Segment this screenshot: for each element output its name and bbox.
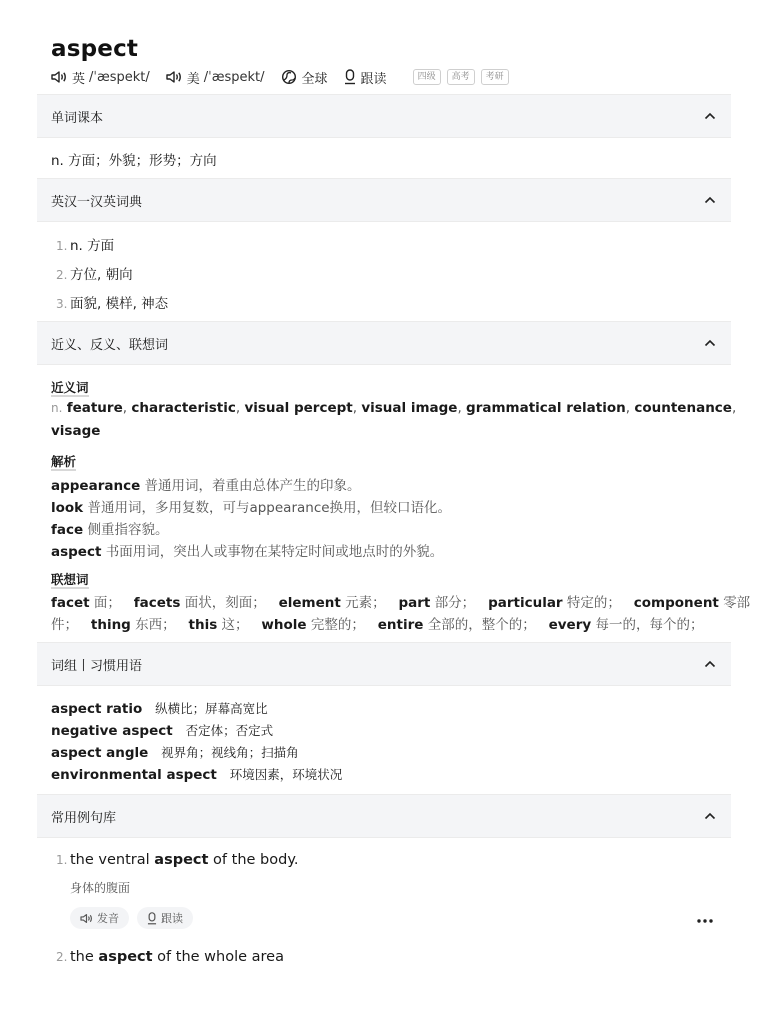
synonym-line-1: n. feature, characteristic, visual percept, visual image, grammatical relation, countenance,: [51, 400, 737, 416]
textbook-definition: n. 方面；外貌；形势；方向: [51, 153, 217, 169]
synonym-word[interactable]: grammatical relation: [466, 400, 626, 416]
pos-label: n.: [51, 401, 63, 415]
item-number: 3.: [56, 297, 68, 311]
assoc-desc: 件；: [51, 617, 78, 633]
level-tags: [413, 69, 515, 85]
synonym-word[interactable]: countenance: [634, 400, 732, 416]
synonym-word[interactable]: feature: [66, 400, 123, 416]
example-text: the: [70, 949, 99, 965]
chevron-up-icon: [703, 336, 717, 350]
section-header-textbook[interactable]: [37, 94, 731, 138]
speaker-icon: [80, 913, 93, 924]
item-number: 1.: [56, 853, 68, 867]
global-pronounce-button[interactable]: [281, 68, 328, 87]
more-options-icon[interactable]: [695, 914, 715, 928]
synonym-word[interactable]: characteristic: [131, 400, 236, 416]
item-text: 面貌, 模样, 神态: [70, 296, 169, 312]
section-title: 英汉一汉英词典: [51, 194, 143, 210]
analysis-word[interactable]: face: [51, 522, 84, 538]
synonym-word[interactable]: visage: [51, 423, 101, 439]
item-number: 2.: [56, 268, 68, 282]
assoc-desc: 特定的；: [566, 595, 621, 611]
example-sentence-2: [56, 949, 284, 965]
section-title: 词组丨习惯用语: [51, 658, 143, 674]
level-tag: 四级: [413, 69, 441, 85]
example-keyword: aspect: [154, 852, 209, 868]
speaker-icon: [51, 70, 67, 84]
analysis-label-wrap: [51, 451, 76, 470]
assoc-word[interactable]: every: [548, 617, 592, 633]
assoc-desc: 面状，刻面；: [184, 595, 266, 611]
section-title: 近义、反义、联想词: [51, 337, 169, 353]
analysis-desc: 普通用词，着重由总体产生的印象。: [144, 478, 361, 494]
chevron-up-icon: [703, 809, 717, 823]
phrase-row: [51, 721, 273, 739]
example-sentence-1: [56, 852, 298, 868]
chevron-up-icon: [703, 657, 717, 671]
assoc-word[interactable]: component: [633, 595, 719, 611]
level-tag: 考研: [481, 69, 509, 85]
follow-label: 跟读: [360, 71, 387, 87]
phrase-text[interactable]: environmental aspect: [51, 767, 217, 783]
assoc-word[interactable]: entire: [377, 617, 424, 633]
synonym-label: 近义词: [51, 380, 89, 395]
globe-icon: [281, 69, 297, 85]
analysis-row: [51, 474, 361, 494]
analysis-label: 解析: [51, 454, 77, 469]
phrase-text[interactable]: aspect ratio: [51, 701, 143, 717]
assoc-word[interactable]: thing: [90, 617, 131, 633]
phrase-meaning: 视界角；视线角；扫描角: [161, 745, 299, 760]
assoc-word[interactable]: element: [278, 595, 341, 611]
list-item: [56, 292, 168, 312]
example-text: of the body.: [208, 852, 299, 868]
speak-label: 发音: [97, 912, 119, 925]
assoc-label: 联想词: [51, 572, 89, 587]
speak-button[interactable]: [70, 907, 129, 929]
phrase-text[interactable]: negative aspect: [51, 723, 173, 739]
assoc-desc: 部分；: [434, 595, 476, 611]
item-text: n. 方面: [70, 238, 115, 254]
phrase-meaning: 否定体；否定式: [185, 723, 274, 738]
assoc-desc: 完整的；: [310, 617, 365, 633]
microphone-icon: [147, 912, 157, 925]
assoc-desc: 每一的，每个的；: [595, 617, 704, 633]
assoc-desc: 东西；: [135, 617, 176, 633]
item-text: 方位, 朝向: [70, 267, 133, 283]
list-item: [56, 263, 133, 283]
assoc-word[interactable]: particular: [488, 595, 563, 611]
example-keyword: aspect: [98, 949, 153, 965]
assoc-desc: 全部的，整个的；: [427, 617, 536, 633]
list-item: [56, 234, 114, 254]
assoc-word[interactable]: this: [188, 617, 218, 633]
item-number: 1.: [56, 239, 68, 253]
analysis-desc: 侧重指容貌。: [87, 522, 169, 538]
global-label: 全球: [301, 71, 328, 87]
analysis-word[interactable]: look: [51, 500, 84, 516]
assoc-desc: 这；: [221, 617, 249, 633]
section-header-examples[interactable]: [37, 794, 731, 838]
us-label: 美: [186, 71, 200, 87]
phrase-row: [51, 699, 268, 717]
item-number: 2.: [56, 950, 68, 964]
section-title: 常用例句库: [51, 810, 117, 826]
follow-label: 跟读: [161, 912, 183, 925]
analysis-word[interactable]: appearance: [51, 478, 141, 494]
phrase-text[interactable]: aspect angle: [51, 745, 149, 761]
uk-label: 英: [72, 71, 86, 87]
chevron-up-icon: [703, 193, 717, 207]
word-title: aspect: [51, 36, 139, 62]
section-header-synonyms[interactable]: [37, 321, 731, 365]
phrase-row: [51, 765, 342, 783]
assoc-line-2: [51, 613, 703, 633]
example-text: the ventral: [70, 852, 155, 868]
assoc-word[interactable]: part: [398, 595, 431, 611]
phrase-meaning: 环境因素，环境状况: [229, 767, 343, 782]
analysis-row: [51, 496, 451, 516]
analysis-word[interactable]: aspect: [51, 544, 102, 560]
example-actions: [70, 907, 201, 929]
word-header: [51, 36, 138, 62]
speaker-icon: [166, 70, 182, 84]
analysis-desc: 书面用词，突出人或事物在某特定时间或地点时的外貌。: [105, 544, 444, 560]
analysis-row: [51, 518, 168, 538]
assoc-desc: 元素；: [345, 595, 386, 611]
synonym-label-wrap: [51, 377, 89, 396]
example-translation-1: 身体的腹面: [70, 881, 131, 895]
assoc-desc: 零部: [723, 595, 751, 611]
assoc-word[interactable]: whole: [261, 617, 307, 633]
us-pronounce-button[interactable]: [166, 68, 265, 87]
example-text: of the whole area: [152, 949, 284, 965]
synonym-word[interactable]: visual percept: [244, 400, 353, 416]
chevron-up-icon: [703, 109, 717, 123]
follow-read-button[interactable]: [137, 907, 193, 929]
phrase-row: [51, 743, 299, 761]
synonym-line-2: [51, 423, 100, 439]
section-header-phrases[interactable]: [37, 642, 731, 686]
assoc-line-1: [51, 591, 750, 611]
microphone-icon: [344, 69, 356, 85]
level-tag: 高考: [447, 69, 475, 85]
section-header-ec-dict[interactable]: [37, 178, 731, 222]
assoc-word[interactable]: facets: [133, 595, 181, 611]
section-title: 单词课本: [51, 110, 104, 126]
uk-pronounce-button[interactable]: [51, 68, 150, 87]
uk-phonetic: /ˈæspekt/: [89, 69, 150, 85]
analysis-desc: 普通用词，多用复数，可与appearance换用，但较口语化。: [87, 500, 452, 516]
phrase-meaning: 纵横比；屏幕高宽比: [155, 701, 268, 716]
assoc-desc: 面；: [93, 595, 121, 611]
pronunciation-row: [51, 67, 515, 87]
analysis-row: [51, 540, 443, 560]
us-phonetic: /ˈæspekt/: [203, 69, 265, 85]
assoc-word[interactable]: facet: [51, 595, 90, 611]
assoc-label-wrap: [51, 569, 89, 588]
follow-read-button[interactable]: [344, 68, 387, 87]
synonym-word[interactable]: visual image: [361, 400, 458, 416]
